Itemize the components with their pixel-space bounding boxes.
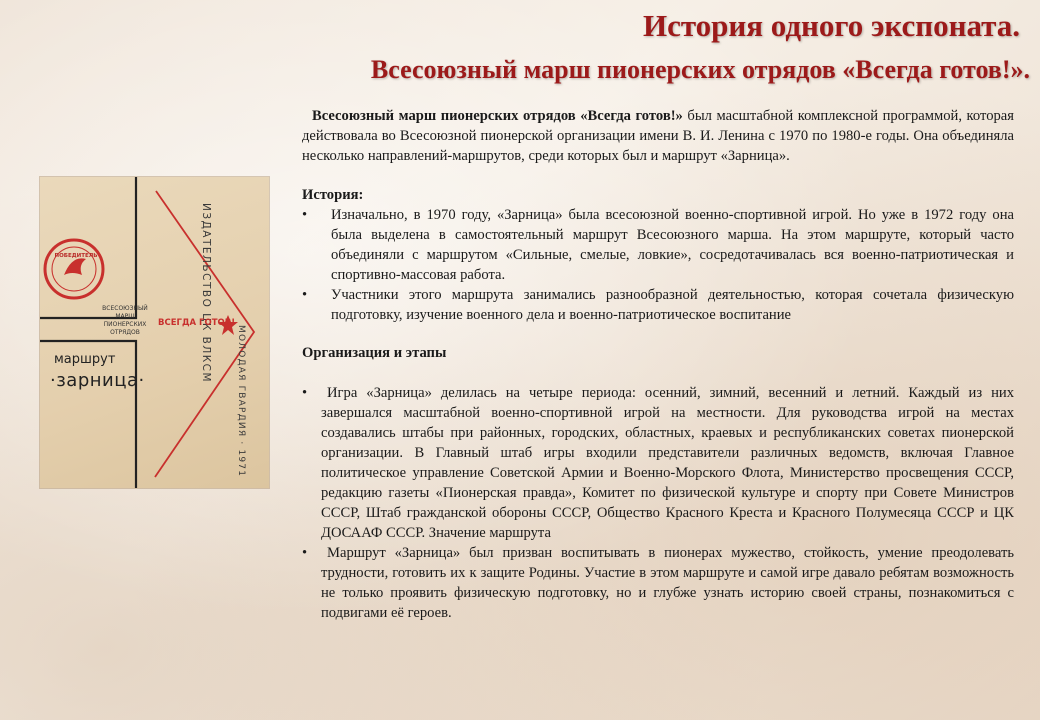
intro-paragraph bbox=[302, 106, 1014, 166]
cover-vsegda-gotov: ВСЕГДА ГОТОВ! bbox=[158, 318, 236, 328]
cover-small-caption bbox=[90, 305, 160, 337]
cover-caption-line-1: ВСЕСОЮЗНЫЙ bbox=[102, 305, 148, 312]
cover-caption-line-3: ПИОНЕРСКИХ ОТРЯДОВ bbox=[103, 321, 147, 336]
intro-bold-lead: Всесоюзный марш пионерских отрядов «Всегда готов!» bbox=[312, 108, 683, 124]
intro-text: был масштабной комплексной программой, которая действовала во Всесоюзной пионерской организации имени В. И. Ленина с 1970 по 1980-е годы. Она объединяла несколько направлений-маршрутов, среди которых был и маршрут «Зарница». bbox=[302, 108, 1014, 164]
history-list bbox=[302, 205, 1014, 325]
cover-emblem-text: ПОБЕДИТЕЛЬ bbox=[54, 253, 98, 259]
organization-list bbox=[302, 383, 1014, 623]
page-subtitle: Всесоюзный марш пионерских отрядов «Всегда готов!». bbox=[370, 55, 1030, 84]
cover-round-badge bbox=[45, 240, 103, 298]
cover-zarnitsa: ·зарница· bbox=[50, 370, 145, 391]
cover-guard-text: МОЛОДАЯ ГВАРДИЯ · 1971 bbox=[236, 325, 246, 478]
organization-item bbox=[302, 543, 1014, 623]
cover-marshrut: маршрут bbox=[54, 352, 116, 367]
history-heading: История: bbox=[302, 187, 364, 203]
organization-item-text: Игра «Зарница» делилась на четыре периода: осенний, зимний, весенний и летний. Каждый из них завершался масштабной военно-спортивной игрой на местности. Для руководства игрой на местах создавались штабы при районных, городских, областных, краевых и республиканских советах пионерской организации. В Главный штаб игры входили представители различных ведомств, включая Главное политическое управление Советской Армии и Военно-Морского Флота, Министерство просвещения СССР, редакцию газеты «Пионерская правда», Комитет по физической культуре и спорту при Совете Министров СССР, Штаб гражданской обороны СССР, Общество Красного Креста и Красного Полумесяца СССР и ЦК ДОСААФ СССР. Значение маршрута bbox=[321, 385, 1014, 541]
main-text bbox=[302, 106, 1014, 623]
book-cover-image bbox=[40, 177, 269, 488]
history-item: • Участники этого маршрута занимались разнообразной деятельностью, которая сочетала физическую подготовку, изучение военного дела и военно-патриотическое воспитание bbox=[302, 285, 1014, 325]
page-title: История одного экспоната. bbox=[642, 8, 1020, 43]
organization-item-text: Маршрут «Зарница» был призван воспитывать в пионерах мужество, стойкость, умение преодолевать трудности, готовить их к защите Родины. Участие в этом маршруте и самой игре давало ребятам возможность не только проявить физическую подготовку, но и глубже узнать историю своей страны, познакомиться с подвигами её героев. bbox=[321, 545, 1014, 621]
cover-publisher-text: ИЗДАТЕЛЬСТВО ЦК ВЛКСМ bbox=[200, 203, 212, 384]
history-item: • Изначально, в 1970 году, «Зарница» была всесоюзной военно-спортивной игрой. Но уже в 1972 году она была выделена в самостоятельный маршрут Всесоюзного марша. На этом маршруте, который часто объединяли с маршрутом «Сильные, смелые, ловкие», сосредотачивалась вся военно-патриотическая и спортивно-массовая работа. bbox=[302, 205, 1014, 285]
organization-heading: Организация и этапы bbox=[302, 345, 447, 361]
organization-item bbox=[302, 383, 1014, 543]
cover-caption-line-2: МАРШ bbox=[115, 313, 135, 320]
